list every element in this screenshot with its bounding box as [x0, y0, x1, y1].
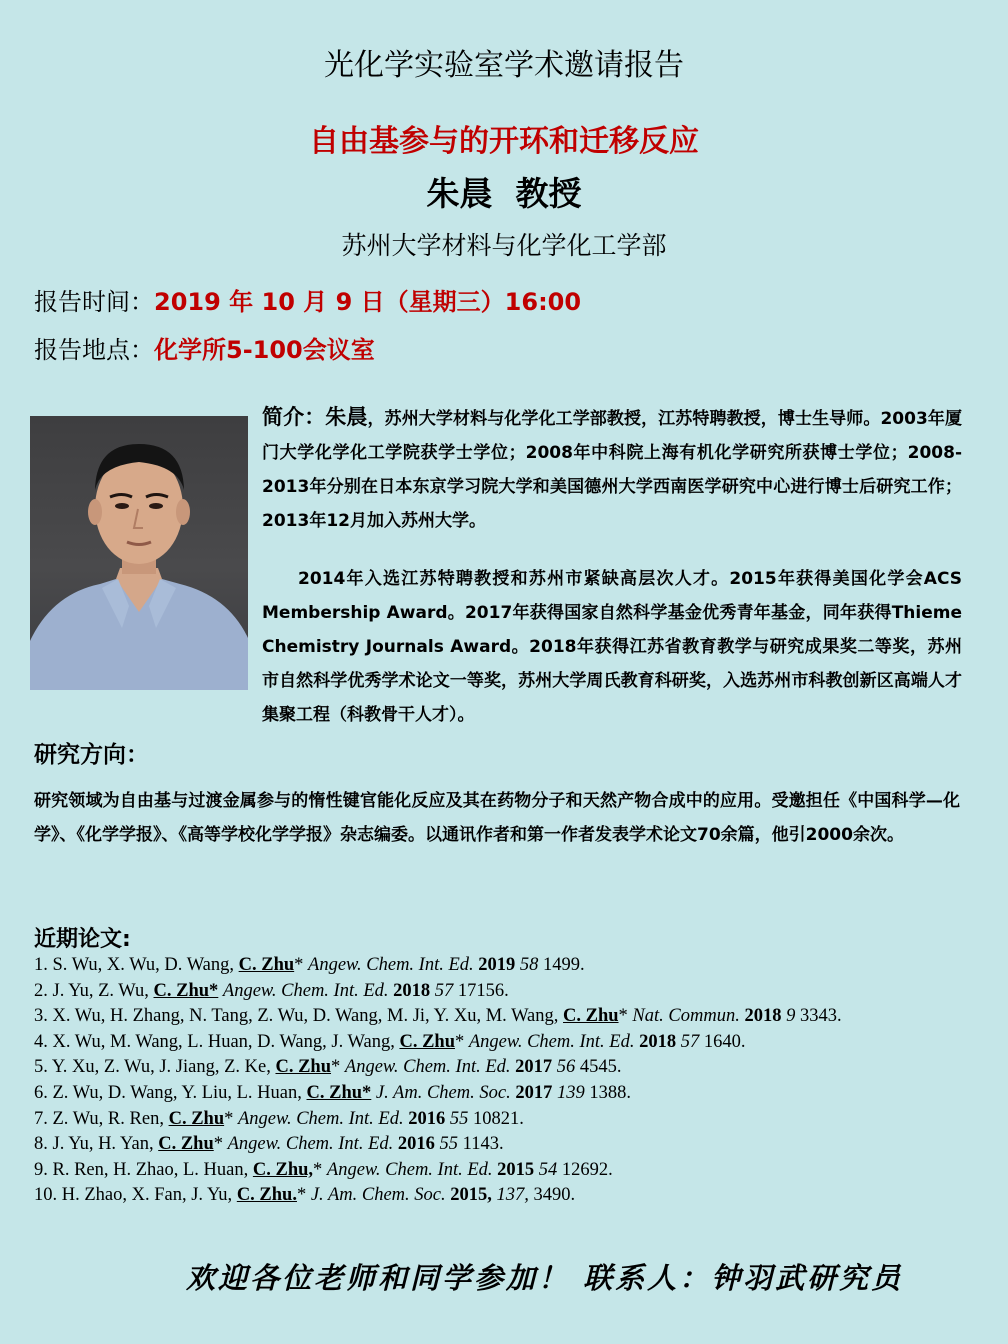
paper-year: 2015 — [497, 1159, 535, 1180]
paper-corresponding-mark: * — [331, 1057, 345, 1078]
paper-journal: Angew. Chem. Int. Ed. — [237, 1108, 404, 1129]
paper-item — [34, 1107, 964, 1133]
paper-journal: J. Am. Chem. Soc. — [310, 1185, 446, 1206]
paper-year: 2016 — [397, 1134, 435, 1155]
paper-pages: 4545. — [579, 1057, 622, 1078]
paper-self-author: C. Zhu. — [236, 1185, 297, 1206]
paper-self-author: C. Zhu* — [153, 980, 219, 1001]
paper-authors: S. Wu, X. Wu, D. Wang, — [52, 955, 239, 975]
paper-self-author: C. Zhu — [168, 1108, 225, 1129]
paper-number: 1. — [34, 955, 48, 975]
time-label: 报告时间： — [34, 288, 154, 316]
papers-list — [34, 953, 964, 1209]
paper-authors: H. Zhao, X. Fan, J. Yu, — [61, 1185, 237, 1206]
paper-year: 2018 — [639, 1031, 677, 1052]
paper-number: 5. — [34, 1057, 48, 1078]
paper-authors: Z. Wu, R. Ren, — [52, 1108, 169, 1129]
time-value: 2019 年 10 月 9 日（星期三）16:00 — [154, 288, 582, 316]
paper-volume: 137, — [496, 1185, 529, 1206]
paper-journal: Angew. Chem. Int. Ed. — [468, 1031, 635, 1052]
speaker-photo — [30, 416, 248, 690]
paper-pages: 1388. — [589, 1082, 631, 1103]
paper-pages: 1640. — [703, 1031, 746, 1052]
paper-number: 9. — [34, 1159, 48, 1180]
paper-pages: 17156. — [457, 980, 509, 1001]
paper-authors: X. Wu, M. Wang, L. Huan, D. Wang, J. Wang, — [52, 1031, 400, 1052]
paper-pages: 1143. — [462, 1134, 504, 1155]
bio-paragraph-2: 2014年入选江苏特聘教授和苏州市紧缺高层次人才。2015年获得美国化学会ACS Membership Award。2017年获得国家自然科学基金优秀青年基金，同年获得Thieme Chemistry Journals Award。2018年获得江苏省教育教学与研究成果奖二等奖，苏州市自然科学优秀学术论文一等奖，苏州大学周氏教育科研奖，入选苏州市科教创新区高端人才集聚工程（科教骨干人才）。 — [262, 569, 962, 725]
talk-place-row — [34, 330, 375, 365]
talk-title: 自由基参与的开环和迁移反应 — [309, 124, 699, 159]
paper-authors: X. Wu, H. Zhang, N. Tang, Z. Wu, D. Wang, M. Ji, Y. Xu, M. Wang, — [52, 1006, 564, 1027]
place-label: 报告地点： — [34, 336, 154, 364]
paper-number: 8. — [34, 1134, 48, 1155]
paper-authors: J. Yu, H. Yan, — [52, 1134, 159, 1155]
paper-self-author: C. Zhu — [563, 1006, 619, 1027]
paper-corresponding-mark: * — [294, 955, 309, 975]
research-text: 研究领域为自由基与过渡金属参与的惰性键官能化反应及其在药物分子和天然产物合成中的应用。受邀担任《中国科学—化学》、《化学学报》、《高等学校化学学报》杂志编委。以通讯作者和第一作者发表学术论文70余篇，他引2000余次。 — [34, 791, 960, 845]
paper-pages: 3490. — [533, 1185, 576, 1206]
paper-year: 2015, — [450, 1185, 492, 1206]
paper-volume: 139 — [556, 1082, 585, 1103]
paper-number: 4. — [34, 1031, 48, 1052]
speaker-affiliation: 苏州大学材料与化学化工学部 — [341, 231, 667, 260]
paper-self-author: C. Zhu* — [306, 1082, 372, 1103]
paper-number: 6. — [34, 1082, 48, 1103]
paper-journal: Angew. Chem. Int. Ed. — [326, 1159, 493, 1180]
paper-volume: 57 — [434, 980, 454, 1001]
paper-corresponding-mark: * — [454, 1031, 469, 1052]
paper-journal: Angew. Chem. Int. Ed. — [308, 955, 474, 975]
paper-corresponding-mark: * — [224, 1108, 238, 1129]
bio-lead: 简介：朱晨 — [262, 405, 368, 429]
speaker-name: 朱晨 教授 — [426, 174, 582, 213]
paper-journal: Angew. Chem. Int. Ed. — [222, 980, 389, 1001]
paper-volume: 56 — [556, 1057, 576, 1078]
paper-volume: 54 — [538, 1159, 558, 1180]
paper-item — [34, 1158, 964, 1184]
paper-authors: J. Yu, Z. Wu, — [52, 980, 154, 1001]
talk-time-row — [34, 282, 581, 317]
research-heading: 研究方向： — [34, 742, 149, 768]
paper-self-author: C. Zhu — [158, 1134, 214, 1155]
paper-journal: J. Am. Chem. Soc. — [375, 1082, 511, 1103]
footer-invitation: 欢迎各位老师和同学参加！ 联系人：钟羽武研究员 — [186, 1261, 904, 1295]
paper-item — [34, 1132, 964, 1158]
paper-item — [34, 979, 964, 1005]
paper-item — [34, 1030, 964, 1056]
paper-pages: 12692. — [561, 1159, 613, 1180]
paper-journal: Nat. Commun. — [632, 1006, 740, 1027]
paper-self-author: C. Zhu — [275, 1057, 332, 1078]
paper-corresponding-mark: * — [618, 1006, 633, 1027]
paper-authors: R. Ren, H. Zhao, L. Huan, — [52, 1159, 253, 1180]
paper-self-author: C. Zhu — [399, 1031, 455, 1052]
paper-self-author: C. Zhu, — [252, 1159, 314, 1180]
paper-year: 2017 — [515, 1082, 553, 1103]
paper-item — [34, 1055, 964, 1081]
paper-item — [34, 953, 964, 979]
poster-header-title: 光化学实验室学术邀请报告 — [324, 48, 684, 83]
paper-authors: Z. Wu, D. Wang, Y. Liu, L. Huan, — [52, 1082, 307, 1103]
paper-corresponding-mark: * — [313, 1159, 327, 1180]
paper-number: 7. — [34, 1108, 48, 1129]
paper-authors: Y. Xu, Z. Wu, J. Jiang, Z. Ke, — [51, 1057, 276, 1078]
paper-number: 2. — [34, 980, 48, 1001]
paper-year: 2016 — [408, 1108, 446, 1129]
paper-pages: 1499. — [543, 955, 585, 975]
bio-paragraph-1 — [262, 400, 962, 538]
paper-number: 3. — [34, 1006, 48, 1027]
paper-journal: Angew. Chem. Int. Ed. — [227, 1134, 394, 1155]
paper-volume: 9 — [786, 1006, 796, 1027]
paper-year: 2017 — [515, 1057, 553, 1078]
paper-item — [34, 1004, 964, 1030]
paper-volume: 55 — [449, 1108, 469, 1129]
paper-pages: 3343. — [799, 1006, 842, 1027]
papers-heading: 近期论文: — [34, 927, 131, 952]
paper-number: 10. — [34, 1185, 58, 1206]
paper-self-author: C. Zhu — [238, 955, 295, 975]
paper-journal: Angew. Chem. Int. Ed. — [344, 1057, 511, 1078]
paper-volume: 55 — [439, 1134, 458, 1155]
place-value: 化学所5-100会议室 — [154, 336, 375, 364]
paper-corresponding-mark: * — [213, 1134, 228, 1155]
paper-item — [34, 1081, 964, 1107]
paper-year: 2018 — [393, 980, 431, 1001]
paper-item — [34, 1183, 964, 1209]
paper-volume: 58 — [519, 955, 539, 975]
paper-year: 2019 — [478, 955, 516, 975]
bio-paragraph-1-text: ，苏州大学材料与化学化工学部教授，江苏特聘教授，博士生导师。2003年厦门大学化学化工学院获学士学位；2008年中科院上海有机化学研究所获博士学位；2008-2013年分别在日本东京学习院大学和美国德州大学西南医学研究中心进行博士后研究工作；2013年12月加入苏州大学。 — [262, 409, 962, 531]
paper-volume: 57 — [680, 1031, 700, 1052]
paper-year: 2018 — [744, 1006, 782, 1027]
paper-pages: 10821. — [472, 1108, 524, 1129]
paper-corresponding-mark: * — [296, 1185, 311, 1206]
